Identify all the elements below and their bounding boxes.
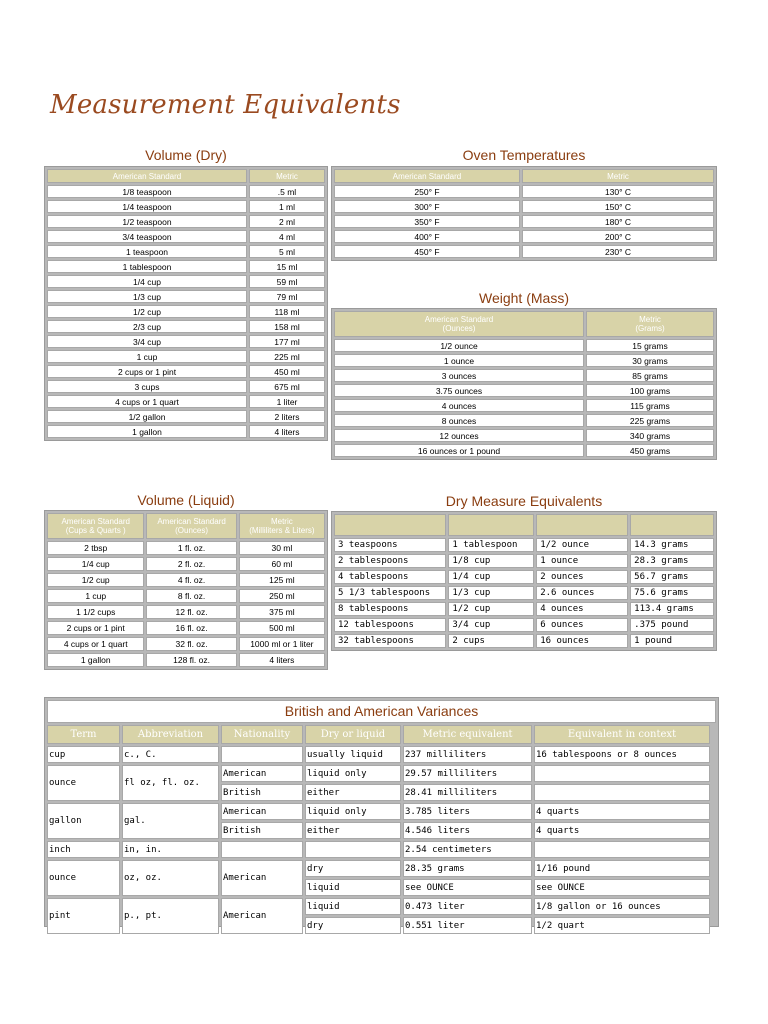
nationality-cell: American — [221, 765, 303, 782]
table-cell: 79 ml — [249, 290, 325, 303]
table-cell: 2 cups or 1 pint — [47, 621, 144, 635]
term-cell: ounce — [47, 765, 120, 801]
table-cell: 3 ounces — [334, 369, 584, 382]
table-cell: 1 gallon — [47, 653, 144, 667]
british-american-table — [44, 697, 719, 931]
table-row — [47, 621, 325, 635]
table-row — [334, 215, 714, 228]
table-cell: 177 ml — [249, 335, 325, 348]
table-cell: 450 grams — [586, 444, 714, 457]
table-row — [47, 653, 325, 667]
table-row — [47, 365, 325, 378]
table-cell: 1 1/2 cups — [47, 605, 144, 619]
table-cell: 1 fl. oz. — [146, 541, 236, 555]
table-cell: 3.75 ounces — [334, 384, 584, 397]
table-row — [47, 541, 325, 555]
blank-header-cell — [448, 514, 534, 536]
nationality-cell: American — [221, 898, 303, 934]
table-row — [47, 557, 325, 571]
table-cell: 1 cup — [47, 589, 144, 603]
table-cell: 4 liters — [239, 653, 325, 667]
table-cell: 3/4 teaspoon — [47, 230, 247, 243]
table-row — [47, 230, 325, 243]
metric-cell: see OUNCE — [403, 879, 532, 896]
context-cell — [534, 784, 710, 801]
table-row — [334, 429, 714, 442]
context-cell — [534, 841, 710, 858]
col-header: American Standard — [47, 169, 247, 183]
col-header: Metric — [522, 169, 714, 183]
table-row — [47, 395, 325, 408]
table-row — [47, 841, 710, 858]
table-row — [47, 215, 325, 228]
table-cell: 200° C — [522, 230, 714, 243]
table-row — [47, 765, 710, 782]
table-cell: 12 fl. oz. — [146, 605, 236, 619]
table-cell: 1/2 teaspoon — [47, 215, 247, 228]
abbr-cell: oz, oz. — [122, 860, 219, 896]
table-cell: 2 fl. oz. — [146, 557, 236, 571]
table-row — [334, 554, 714, 568]
table-cell: 180° C — [522, 215, 714, 228]
table-row — [47, 898, 710, 915]
table-cell: 4 cups or 1 quart — [47, 637, 144, 651]
table-cell: 2 tablespoons — [334, 554, 446, 568]
dry-liquid-cell — [305, 841, 401, 858]
table-cell: 5 1/3 tablespoons — [334, 586, 446, 600]
metric-cell: 0.473 liter — [403, 898, 532, 915]
table-row — [47, 320, 325, 333]
table-cell: 3 cups — [47, 380, 247, 393]
table-cell: 15 ml — [249, 260, 325, 273]
table-cell: 4 liters — [249, 425, 325, 438]
col-header: American Standard (Ounces) — [334, 311, 584, 337]
abbr-cell: gal. — [122, 803, 219, 839]
metric-cell: 3.785 liters — [403, 803, 532, 820]
term-cell: ounce — [47, 860, 120, 896]
table-cell: 675 ml — [249, 380, 325, 393]
dry-liquid-cell: either — [305, 784, 401, 801]
table-cell: 1 tablespoon — [448, 538, 534, 552]
blank-header-cell — [334, 514, 446, 536]
table-cell: 100 grams — [586, 384, 714, 397]
table-row — [47, 290, 325, 303]
abbr-cell: fl oz, fl. oz. — [122, 765, 219, 801]
page-title: Measurement Equivalents — [50, 90, 401, 120]
table-cell: 5 ml — [249, 245, 325, 258]
table-cell: 2 liters — [249, 410, 325, 423]
table-cell: .375 pound — [630, 618, 714, 632]
blank-header-cell — [536, 514, 628, 536]
table-cell: 300° F — [334, 200, 520, 213]
col-header: Dry or liquid — [305, 725, 401, 744]
oven-table — [331, 166, 717, 261]
table-row — [334, 570, 714, 584]
context-cell: 1/8 gallon or 16 ounces — [534, 898, 710, 915]
context-cell: 4 quarts — [534, 803, 710, 820]
abbr-cell: in, in. — [122, 841, 219, 858]
table-cell: 85 grams — [586, 369, 714, 382]
blank-header-cell — [630, 514, 714, 536]
table-cell: .5 ml — [249, 185, 325, 198]
table-cell: 4 fl. oz. — [146, 573, 236, 587]
table-cell: 125 ml — [239, 573, 325, 587]
table-row — [47, 350, 325, 363]
table-row — [334, 384, 714, 397]
table-cell: 1 teaspoon — [47, 245, 247, 258]
table-cell: 2.6 ounces — [536, 586, 628, 600]
metric-cell: 2.54 centimeters — [403, 841, 532, 858]
table-row — [334, 634, 714, 648]
table-cell: 118 ml — [249, 305, 325, 318]
table-cell: 1 gallon — [47, 425, 247, 438]
table-row — [334, 602, 714, 616]
col-header: American Standard (Ounces) — [146, 513, 236, 539]
nationality-cell — [221, 746, 303, 763]
col-header: Metric (Milliliters & Liters) — [239, 513, 325, 539]
table-row — [334, 444, 714, 457]
table-cell: 2 cups — [448, 634, 534, 648]
table-cell: 2 ounces — [536, 570, 628, 584]
table-cell: 8 tablespoons — [334, 602, 446, 616]
col-header: Abbreviation — [122, 725, 219, 744]
dry-liquid-cell: liquid — [305, 879, 401, 896]
col-header: Nationality — [221, 725, 303, 744]
term-cell: cup — [47, 746, 120, 763]
table-cell: 400° F — [334, 230, 520, 243]
table-cell: 56.7 grams — [630, 570, 714, 584]
table-cell: 1/2 cup — [448, 602, 534, 616]
col-header: Term — [47, 725, 120, 744]
table-cell: 150° C — [522, 200, 714, 213]
oven-heading: Oven Temperatures — [462, 147, 586, 163]
metric-cell: 28.35 grams — [403, 860, 532, 877]
table-cell: 225 grams — [586, 414, 714, 427]
volume-liquid-table — [44, 510, 328, 670]
table-cell: 113.4 grams — [630, 602, 714, 616]
dry-liquid-cell: either — [305, 822, 401, 839]
table-cell: 4 ounces — [334, 399, 584, 412]
col-header: Metric equivalent — [403, 725, 532, 744]
table-row — [47, 260, 325, 273]
table-row — [334, 354, 714, 367]
table-cell: 3/4 cup — [448, 618, 534, 632]
context-cell: 1/16 pound — [534, 860, 710, 877]
dry-liquid-cell: liquid — [305, 898, 401, 915]
table-cell: 1 liter — [249, 395, 325, 408]
metric-cell: 0.551 liter — [403, 917, 532, 934]
term-cell: inch — [47, 841, 120, 858]
weight-heading: Weight (Mass) — [479, 290, 569, 306]
table-cell: 375 ml — [239, 605, 325, 619]
table-cell: 1/4 cup — [448, 570, 534, 584]
table-cell: 4 tablespoons — [334, 570, 446, 584]
table-row — [334, 339, 714, 352]
table-cell: 500 ml — [239, 621, 325, 635]
table-cell: 250 ml — [239, 589, 325, 603]
table-cell: 12 ounces — [334, 429, 584, 442]
table-cell: 1/3 cup — [47, 290, 247, 303]
table-cell: 4 cups or 1 quart — [47, 395, 247, 408]
context-cell: 16 tablespoons or 8 ounces — [534, 746, 710, 763]
british-heading: British and American Variances — [47, 700, 716, 723]
table-cell: 1/2 cup — [47, 573, 144, 587]
dry-liquid-cell: liquid only — [305, 765, 401, 782]
table-cell: 12 tablespoons — [334, 618, 446, 632]
table-cell: 1 ounce — [536, 554, 628, 568]
col-header: Equivalent in context — [534, 725, 710, 744]
table-cell: 1/3 cup — [448, 586, 534, 600]
nationality-cell: British — [221, 822, 303, 839]
table-row — [334, 230, 714, 243]
table-cell: 6 ounces — [536, 618, 628, 632]
table-cell: 4 ounces — [536, 602, 628, 616]
table-cell: 225 ml — [249, 350, 325, 363]
table-cell: 1/4 teaspoon — [47, 200, 247, 213]
table-row — [334, 399, 714, 412]
table-cell: 450° F — [334, 245, 520, 258]
context-cell — [534, 765, 710, 782]
dry-liquid-cell: usually liquid — [305, 746, 401, 763]
table-cell: 30 ml — [239, 541, 325, 555]
table-cell: 1 tablespoon — [47, 260, 247, 273]
table-cell: 340 grams — [586, 429, 714, 442]
table-cell: 158 ml — [249, 320, 325, 333]
table-cell: 32 tablespoons — [334, 634, 446, 648]
dry-liquid-cell: dry — [305, 917, 401, 934]
table-row — [47, 746, 710, 763]
table-cell: 60 ml — [239, 557, 325, 571]
weight-table — [331, 308, 717, 460]
table-cell: 350° F — [334, 215, 520, 228]
table-cell: 75.6 grams — [630, 586, 714, 600]
table-cell: 28.3 grams — [630, 554, 714, 568]
table-row — [334, 245, 714, 258]
term-cell: gallon — [47, 803, 120, 839]
table-cell: 1000 ml or 1 liter — [239, 637, 325, 651]
metric-cell: 29.57 milliliters — [403, 765, 532, 782]
table-cell: 1 pound — [630, 634, 714, 648]
table-cell: 1/8 teaspoon — [47, 185, 247, 198]
nationality-cell: British — [221, 784, 303, 801]
table-cell: 1/2 ounce — [536, 538, 628, 552]
table-row — [47, 589, 325, 603]
context-cell: 4 quarts — [534, 822, 710, 839]
table-row — [47, 275, 325, 288]
metric-cell: 237 milliliters — [403, 746, 532, 763]
table-cell: 128 fl. oz. — [146, 653, 236, 667]
abbr-cell: p., pt. — [122, 898, 219, 934]
table-row — [47, 425, 325, 438]
table-row — [334, 185, 714, 198]
table-cell: 8 ounces — [334, 414, 584, 427]
table-cell: 1/2 ounce — [334, 339, 584, 352]
table-cell: 2 cups or 1 pint — [47, 365, 247, 378]
metric-cell: 4.546 liters — [403, 822, 532, 839]
table-cell: 1/4 cup — [47, 557, 144, 571]
table-cell: 130° C — [522, 185, 714, 198]
nationality-cell — [221, 841, 303, 858]
term-cell: pint — [47, 898, 120, 934]
table-cell: 30 grams — [586, 354, 714, 367]
table-row — [47, 573, 325, 587]
table-cell: 15 grams — [586, 339, 714, 352]
table-cell: 115 grams — [586, 399, 714, 412]
table-row — [47, 245, 325, 258]
table-row — [47, 803, 710, 820]
table-cell: 14.3 grams — [630, 538, 714, 552]
table-row — [334, 586, 714, 600]
table-cell: 1/2 cup — [47, 305, 247, 318]
dry-measure-heading: Dry Measure Equivalents — [445, 493, 603, 509]
table-row — [47, 380, 325, 393]
table-row — [334, 618, 714, 632]
table-cell: 4 ml — [249, 230, 325, 243]
table-cell: 3 teaspoons — [334, 538, 446, 552]
table-row — [334, 414, 714, 427]
abbr-cell: c., C. — [122, 746, 219, 763]
volume-dry-table — [44, 166, 328, 441]
table-row — [334, 369, 714, 382]
table-cell: 250° F — [334, 185, 520, 198]
nationality-cell: American — [221, 860, 303, 896]
table-cell: 450 ml — [249, 365, 325, 378]
context-cell: 1/2 quart — [534, 917, 710, 934]
table-cell: 3/4 cup — [47, 335, 247, 348]
table-row — [334, 200, 714, 213]
table-row — [47, 860, 710, 877]
dry-measure-table — [331, 511, 717, 651]
table-cell: 1/4 cup — [47, 275, 247, 288]
col-header: Metric (Grams) — [586, 311, 714, 337]
table-cell: 1 ounce — [334, 354, 584, 367]
table-row — [47, 185, 325, 198]
table-cell: 2 tbsp — [47, 541, 144, 555]
table-row — [47, 637, 325, 651]
table-cell: 16 ounces or 1 pound — [334, 444, 584, 457]
table-cell: 32 fl. oz. — [146, 637, 236, 651]
table-cell: 59 ml — [249, 275, 325, 288]
nationality-cell: American — [221, 803, 303, 820]
table-row — [334, 538, 714, 552]
volume-liquid-heading: Volume (Liquid) — [137, 492, 235, 508]
table-row — [47, 410, 325, 423]
table-cell: 16 ounces — [536, 634, 628, 648]
table-cell: 1/2 gallon — [47, 410, 247, 423]
table-cell: 16 fl. oz. — [146, 621, 236, 635]
table-row — [47, 335, 325, 348]
col-header: American Standard — [334, 169, 520, 183]
context-cell: see OUNCE — [534, 879, 710, 896]
table-cell: 1 ml — [249, 200, 325, 213]
dry-liquid-cell: dry — [305, 860, 401, 877]
variances-grid — [45, 723, 712, 936]
table-cell: 230° C — [522, 245, 714, 258]
table-cell: 2 ml — [249, 215, 325, 228]
table-cell: 2/3 cup — [47, 320, 247, 333]
table-row — [47, 305, 325, 318]
dry-liquid-cell: liquid only — [305, 803, 401, 820]
metric-cell: 28.41 milliliters — [403, 784, 532, 801]
table-cell: 8 fl. oz. — [146, 589, 236, 603]
table-row — [47, 200, 325, 213]
table-row — [47, 605, 325, 619]
col-header: Metric — [249, 169, 325, 183]
col-header: American Standard (Cups & Quarts ) — [47, 513, 144, 539]
volume-dry-heading: Volume (Dry) — [145, 147, 227, 163]
table-cell: 1/8 cup — [448, 554, 534, 568]
table-cell: 1 cup — [47, 350, 247, 363]
